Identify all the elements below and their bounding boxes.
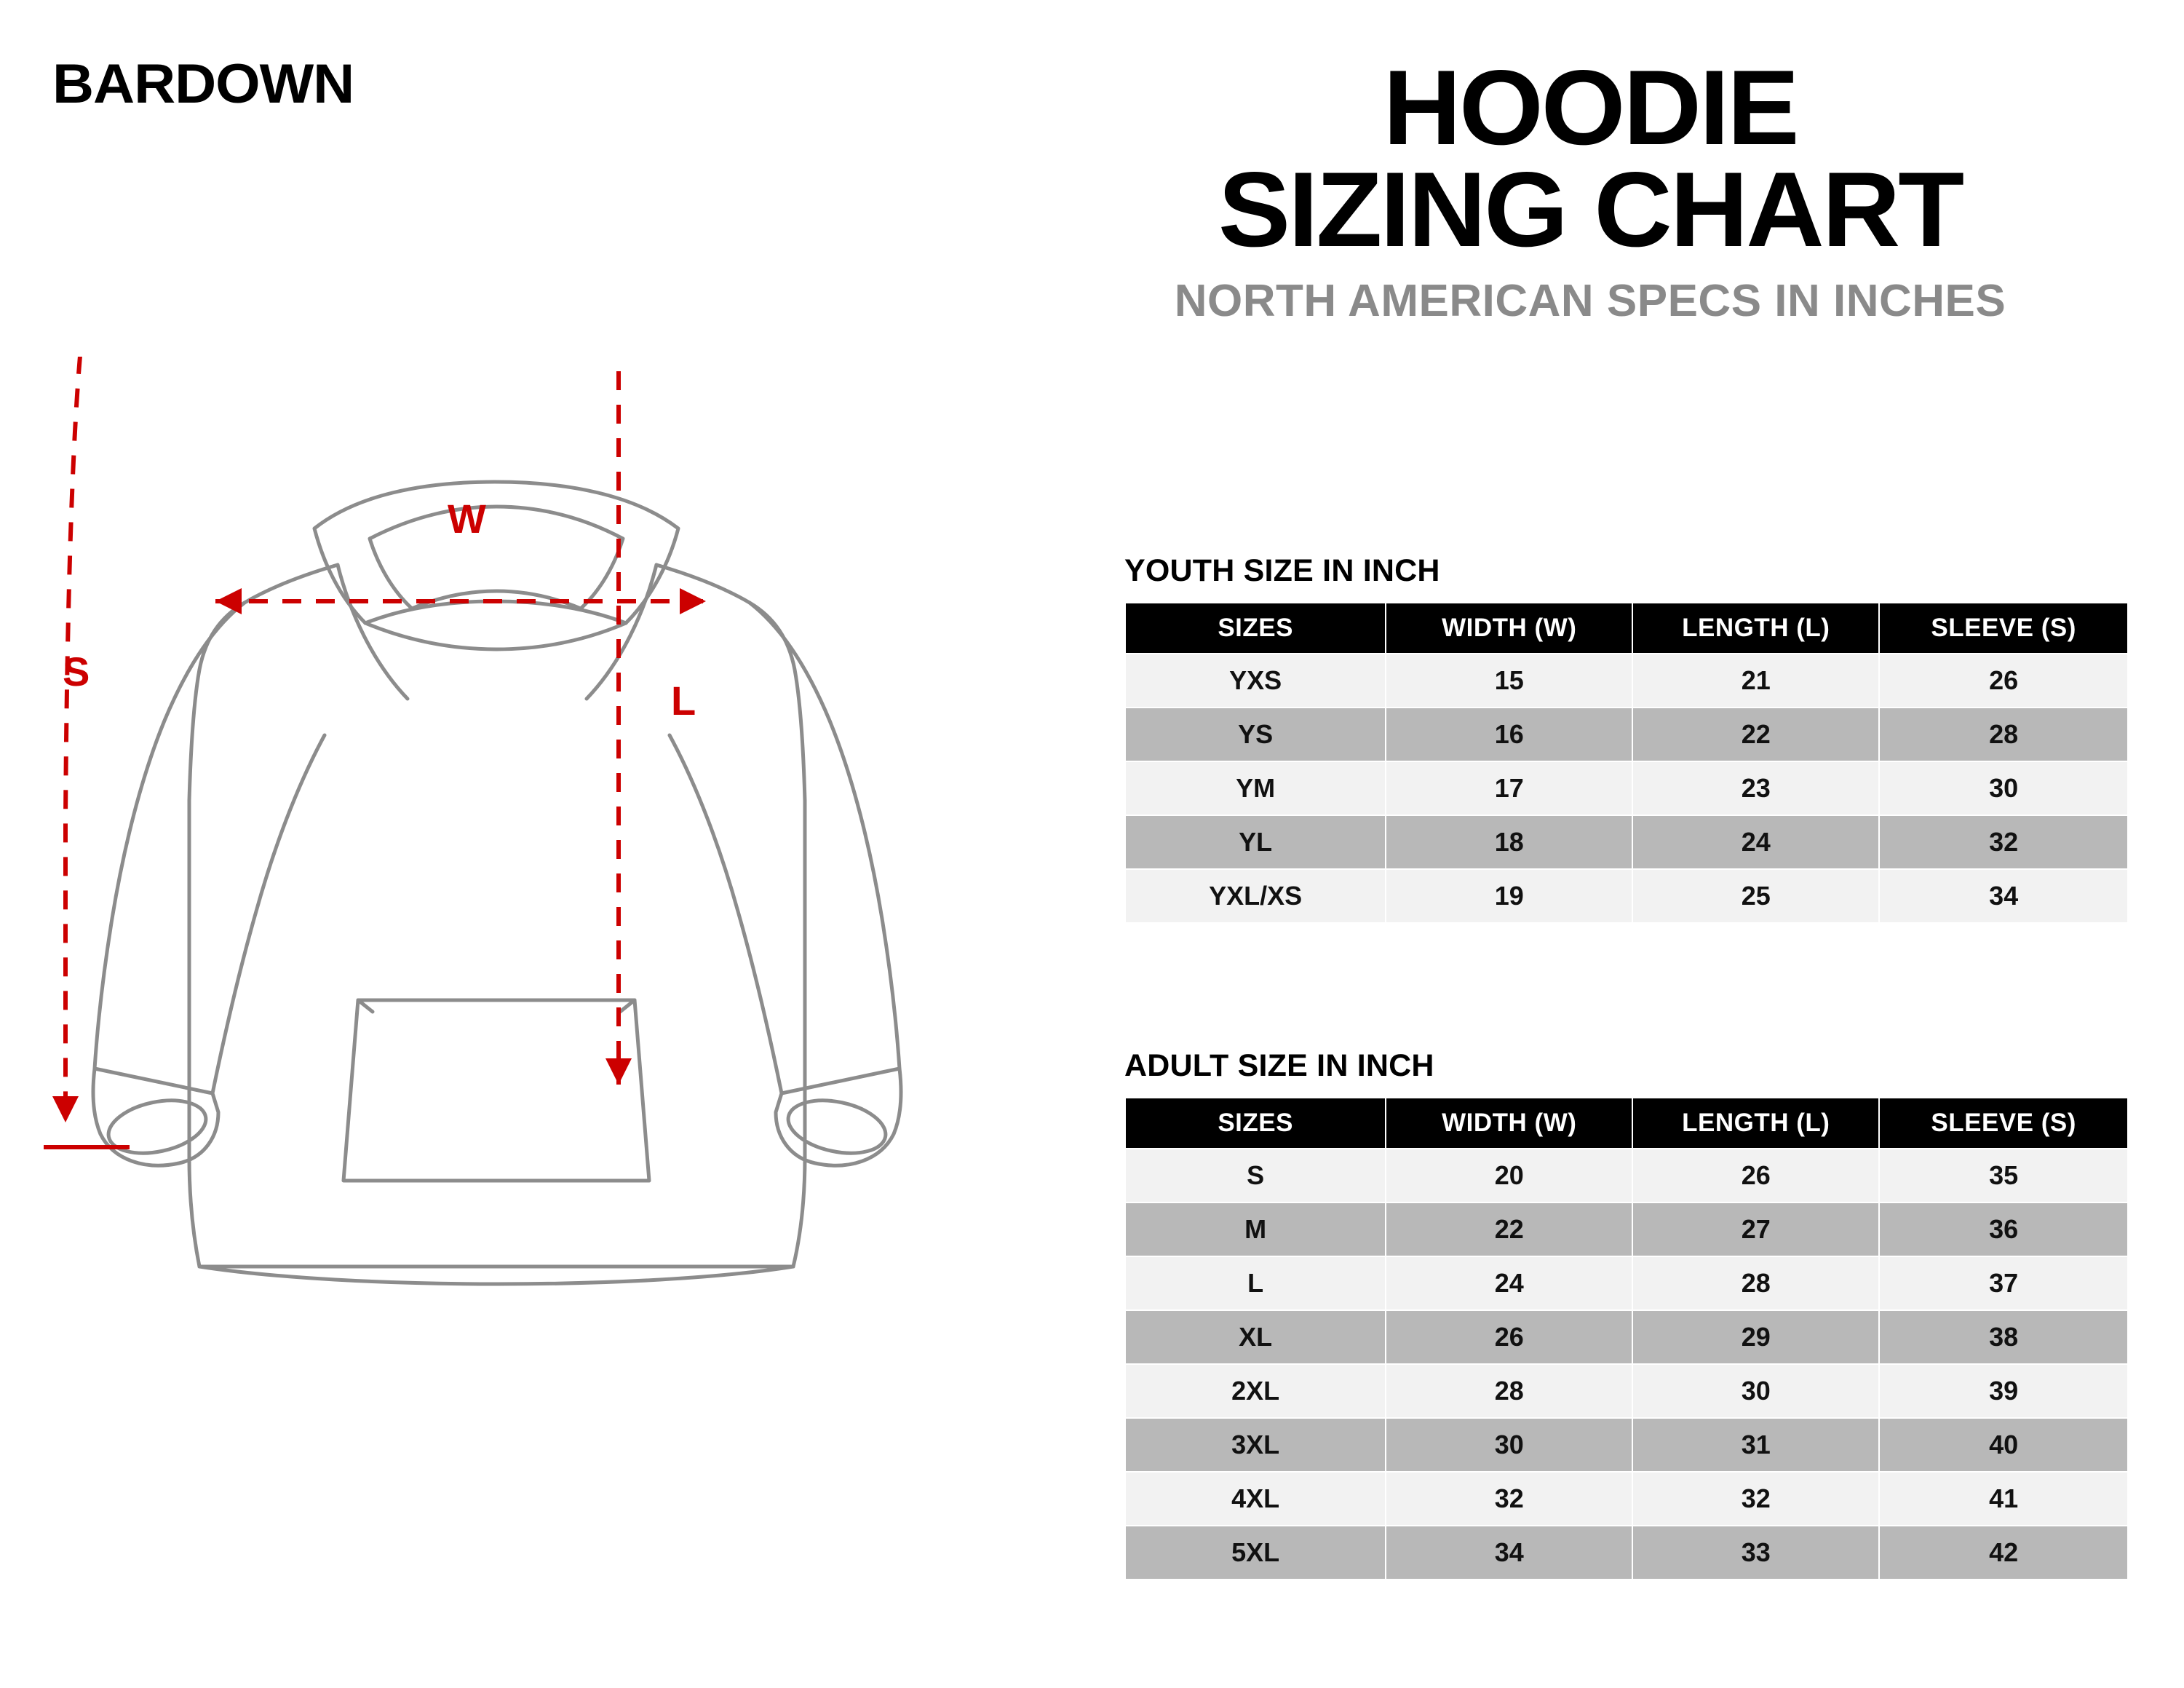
cell-size: 5XL [1125,1526,1386,1580]
cell-width: 17 [1386,761,1632,815]
cell-sleeve: 38 [1879,1310,2128,1364]
table-header-row [1125,1098,2128,1149]
cell-length: 29 [1632,1310,1879,1364]
header-block [1048,48,2132,327]
youth-size-block [1124,553,2129,924]
adult-table-caption: ADULT SIZE IN INCH [1124,1048,1434,1083]
cell-width: 22 [1386,1202,1632,1256]
cell-length: 26 [1632,1149,1879,1202]
youth-table-caption: YOUTH SIZE IN INCH [1124,553,1440,588]
cell-width: 24 [1386,1256,1632,1310]
table-row [1125,1472,2128,1526]
cell-length: 27 [1632,1202,1879,1256]
cell-length: 28 [1632,1256,1879,1310]
column-header-width: WIDTH (W) [1386,603,1632,654]
body-outline [189,565,805,1267]
page-title-line1: HOODIE [1383,48,1798,167]
hem-line [199,1267,793,1284]
cell-sleeve: 30 [1879,761,2128,815]
cell-sleeve: 28 [1879,708,2128,761]
cell-size: XL [1125,1310,1386,1364]
sleeve-left [95,603,325,1093]
cell-size: YXL/XS [1125,869,1386,923]
column-header-sizes: SIZES [1125,603,1386,654]
table-row [1125,1364,2128,1418]
brand-logo: BARDOWN [52,53,354,115]
cell-length: 21 [1632,654,1879,708]
cell-sleeve: 40 [1879,1418,2128,1472]
column-header-sizes: SIZES [1125,1098,1386,1149]
sleeve-right [670,603,900,1093]
cell-width: 20 [1386,1149,1632,1202]
table-row [1125,1526,2128,1580]
table-row [1125,869,2128,923]
cell-width: 18 [1386,815,1632,869]
sleeve-guide-line [65,357,515,1122]
cell-width: 15 [1386,654,1632,708]
page-title-line2: SIZING CHART [1218,150,1963,269]
column-header-sleeve: SLEEVE (S) [1879,603,2128,654]
cell-length: 32 [1632,1472,1879,1526]
cell-length: 22 [1632,708,1879,761]
column-header-sleeve: SLEEVE (S) [1879,1098,2128,1149]
cell-size: YM [1125,761,1386,815]
hoodie-diagram-svg [44,357,1033,1449]
width-arrow-right [680,588,706,614]
cell-length: 30 [1632,1364,1879,1418]
page-subtitle: NORTH AMERICAN SPECS IN INCHES [1174,276,2006,327]
neck-opening [365,623,626,649]
cell-length: 25 [1632,869,1879,923]
cell-length: 33 [1632,1526,1879,1580]
cell-size: 3XL [1125,1418,1386,1472]
cell-size: YXS [1125,654,1386,708]
table-header-row [1125,603,2128,654]
cell-width: 32 [1386,1472,1632,1526]
label-width: W [448,496,486,542]
hood-inner [370,507,623,609]
table-row [1125,761,2128,815]
cell-size: YL [1125,815,1386,869]
cell-length: 31 [1632,1418,1879,1472]
adult-size-table [1124,1097,2129,1580]
adult-size-block [1124,1048,2129,1580]
cell-width: 19 [1386,869,1632,923]
table-row [1125,654,2128,708]
cell-size: 4XL [1125,1472,1386,1526]
hoodie-illustration [44,357,1033,1449]
cell-size: M [1125,1202,1386,1256]
cell-size: YS [1125,708,1386,761]
youth-size-table [1124,602,2129,924]
cell-sleeve: 39 [1879,1364,2128,1418]
cell-length: 24 [1632,815,1879,869]
cell-sleeve: 34 [1879,869,2128,923]
cell-width: 30 [1386,1418,1632,1472]
cell-width: 26 [1386,1310,1632,1364]
cell-sleeve: 26 [1879,654,2128,708]
cell-width: 16 [1386,708,1632,761]
cell-size: L [1125,1256,1386,1310]
table-row [1125,1256,2128,1310]
pocket-outline [344,1000,649,1181]
cell-sleeve: 36 [1879,1202,2128,1256]
cuff-left-inner [103,1093,210,1162]
column-header-width: WIDTH (W) [1386,1098,1632,1149]
label-sleeve: S [63,649,90,694]
column-header-length: LENGTH (L) [1632,603,1879,654]
table-row [1125,1149,2128,1202]
table-row [1125,815,2128,869]
cell-width: 28 [1386,1364,1632,1418]
cell-length: 23 [1632,761,1879,815]
shoulder-seam-left [338,565,408,699]
table-row [1125,708,2128,761]
cell-size: 2XL [1125,1364,1386,1418]
cell-sleeve: 32 [1879,815,2128,869]
shoulder-seam-right [587,565,656,699]
length-arrow-bottom [605,1058,632,1085]
cell-sleeve: 42 [1879,1526,2128,1580]
column-header-length: LENGTH (L) [1632,1098,1879,1149]
cell-sleeve: 37 [1879,1256,2128,1310]
label-length: L [671,678,696,724]
width-arrow-left [215,588,242,614]
table-row [1125,1418,2128,1472]
cell-width: 34 [1386,1526,1632,1580]
cuff-right-inner [783,1093,890,1162]
table-row [1125,1310,2128,1364]
cell-sleeve: 41 [1879,1472,2128,1526]
cell-size: S [1125,1149,1386,1202]
table-row [1125,1202,2128,1256]
sleeve-arrow-bottom [52,1096,79,1122]
cell-sleeve: 35 [1879,1149,2128,1202]
